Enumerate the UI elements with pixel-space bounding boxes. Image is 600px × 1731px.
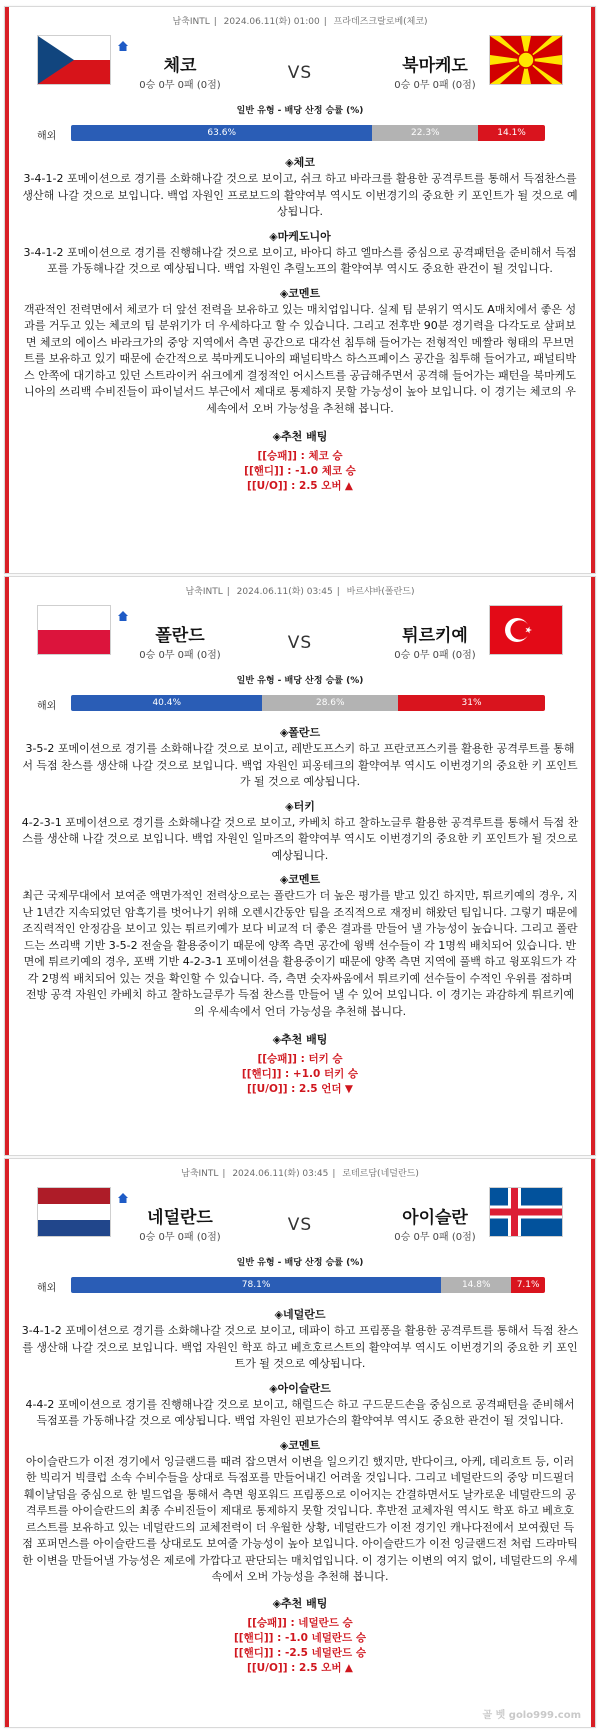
odds-bar: [71, 1277, 545, 1293]
pick-heading: ◈추천 배팅: [272, 1596, 328, 1610]
draw-segment: 14.8%: [441, 1277, 511, 1293]
league-label: 남축INTL: [172, 17, 210, 27]
home-team-record: 0승 0무 0패 (0점): [139, 80, 221, 91]
away-analysis-text: 4-4-2 포메이션으로 경기를 진행해나갈 것으로 보이고, 해럴드슨 하고 구드문드손을 중심으로 공격패턴을 준비해서 득점포를 가동해나갈 것으로 예상됩니다. 백업 자원인 핀보가슨의 활약여부 역시도 중요한 관건이 될 것입니다.: [25, 1397, 575, 1427]
home-team-name: 네덜란드: [147, 1208, 213, 1228]
match-datetime: 2024.06.11(화) 01:00: [223, 17, 320, 27]
pick-item: [[핸디]] : +1.0 터키 승: [241, 1068, 359, 1080]
pick-item: [[승패]] : 네덜란드 승: [247, 1616, 353, 1629]
pick-item: [[핸디]] : -1.0 체코 승: [244, 465, 356, 477]
vs-label: VS: [287, 63, 313, 83]
odds-source-label: 해외: [37, 701, 57, 712]
home-team-record: 0승 0무 0패 (0점): [139, 1232, 221, 1243]
pick-list: [5, 1052, 595, 1097]
comment-text: 최근 국제무대에서 보여준 액면가적인 전력상으로는 폴란드가 더 높은 평가를 받고 있긴 하지만, 튀르키예의 경우, 지난 1년간 지속되었던 암흑기를 벗어나기 위해 오렌시간동안 팀을 조직적으로 재정비 해왔던 팀입니다. 그렇기 때문에 조직력적인 안정감을 보이고 있는 튀르키예가 보다 비교적 더 좋은 결과를 만들어 낼 가능성이 높습니다. 그리고 폴란드는 쓰리백 기반 3-5-2 전술을 활용중이기 때문에 양쪽 측면 공간에 윙백 선수들이 각 1명씩 배치되어 있습니다. 반면에 튀르키예의 경우, 포백 기반 4-2-3-1 포메이션을 활용중이기 때문에 양쪽 측면 지역에 풀백 하고 윙포워드가 각각 2명씩 배치되어 있는 것을 확인할 수 있습니다. 즉, 측면 숫자싸움에서 튀르키예 선수들이 수적인 우위를 점하며 전방 공격 자원인 카베치 하고 찰하노글루가 득점 찬스를 만들어 낼 수 있어 보입니다. 이 경기는 과감하게 튀르키예의 우세속에서 언더 가능성을 추천해 봅니다.: [22, 889, 578, 1018]
match-meta: 남축INTL | 2024.06.11(화) 01:00 | 프라데즈크랄로베(체코): [172, 17, 428, 27]
down-arrow-icon: ▼: [344, 1083, 353, 1095]
north-macedonia-flag: [489, 35, 563, 85]
odds-row: [5, 1271, 595, 1299]
away-analysis-heading: ◈아이슬란드: [269, 1381, 331, 1395]
home-win-segment: 78.1%: [71, 1277, 441, 1293]
pick-item: [[U/O]] : 2.5 언더 ▼: [247, 1083, 353, 1095]
comment-text: 아이슬란드가 이전 경기에서 잉글랜드를 때려 잡으면서 이변을 일으키긴 했지만, 반다이크, 아케, 데리흐트 등, 이러한 빅리거 빅클럽 소속 수비수들을 상대로 득점포를 만들어내긴 어려울 것입니다. 그리고 네덜란드의 중앙 미드필더 훼이날덤을 중심으로 한 빌드업을 통해서 측면 윙포워드 프림퐁으로 이어지는 간결하면서도 날카로운 네덜란드의 공격루트를 아이슬란드의 최종 수비진들이 제대로 통제하지 못할 것입니다. 후반전 교체자원 역시도 학포 하고 베흐호르스트를 보유하고 있는 네덜란드의 교체전력이 더 우월한 상황, 네덜란드가 이전 경기인 캐나다전에서 보여줬던 득점 포퍼먼스를 아이슬란드를 상대로도 보여줄 가능성이 높아 보입니다. 아이슬란드가 이전 잉글랜드전 처럼 드라마틱한 이변을 만들어낼 가능성은 제로에 가깝다고 판단되는 매치업입니다. 이 경기는 이변의 여지 없이, 네덜란드의 우세속에서 오버 가능성을 추천해 봅니다.: [22, 1454, 578, 1583]
up-arrow-icon: ▲: [344, 1661, 353, 1674]
home-icon: [118, 611, 128, 621]
home-analysis-heading: ◈체코: [285, 156, 315, 169]
home-analysis-heading: ◈폴란드: [279, 726, 321, 739]
home-analysis-heading: ◈네덜란드: [274, 1308, 326, 1321]
draw-segment: 28.6%: [262, 695, 398, 711]
pick-item: [[U/O]] : 2.5 오버 ▲: [247, 1661, 353, 1674]
pick-heading: ◈추천 배팅: [272, 430, 328, 443]
match-header: [5, 577, 595, 689]
pick-item: [[핸디]] : -2.5 네덜란드 승: [234, 1646, 366, 1659]
odds-title: 일반 유형 - 배당 산정 승률 (%): [236, 1258, 364, 1268]
away-team-name: 아이슬란: [402, 1208, 468, 1228]
home-analysis-text: 3-5-2 포메이션으로 경기를 소화해나갈 것으로 보이고, 레반도프스키 하고 프란코프스키를 활용한 공격루트를 통해서 득점 찬스를 생산해 나갈 것으로 보입니다. 백업 자원인 피옹테크의 활약여부 역시도 이번경기의 중요한 키 포인트가 될 것으로 예상됩니다.: [22, 742, 578, 788]
vs-label: VS: [287, 1215, 313, 1235]
away-win-segment: 14.1%: [478, 125, 545, 141]
match-card: [4, 576, 596, 1156]
odds-title: 일반 유형 - 배당 산정 승률 (%): [236, 106, 364, 116]
odds-source-label: 해외: [37, 131, 57, 142]
vs-label: VS: [287, 633, 313, 653]
pick-list: [5, 1616, 595, 1676]
away-team-name: 튀르키예: [402, 626, 468, 646]
league-label: 남축INTL: [181, 1169, 219, 1179]
pick-heading: ◈추천 배팅: [272, 1033, 328, 1046]
match-card: [4, 6, 596, 574]
match-header: [5, 1159, 595, 1271]
away-win-segment: 7.1%: [511, 1277, 545, 1293]
away-analysis-text: 4-2-3-1 포메이션으로 경기를 소화해나갈 것으로 보이고, 카베치 하고 찰하노글루 활용한 공격루트를 통해서 득점 찬스를 생산해 나갈 것으로 보입니다. 백업 자원인 일마즈의 활약여부 역시도 이번경기의 중요한 키 포인트가 될 것으로 예상됩니다.: [21, 815, 579, 862]
iceland-flag: [489, 1187, 563, 1237]
home-team-name: 체코: [163, 56, 197, 76]
odds-row: [5, 689, 595, 717]
match-venue: 로테르담(네덜란드): [342, 1169, 419, 1179]
comment-text: 객관적인 전력면에서 체코가 더 앞선 전력을 보유하고 있는 매치업입니다. 실제 팀 분위기 역시도 A매치에서 좋은 성과를 거두고 있는 체코의 팀 분위기가 더 우세하다고 할 수 있습니다. 그리고 전후반 90분 경기력을 다각도로 살펴보면 체코의 에이스 바라크가의 중앙 지역에서 측면 공간으로 대각선 침투해 들어가는 전형적인 메짤라 형태의 무브먼트를 보유하고 있기 때문에 순간적으로 북마케도니아의 패널티박스 하스프페이스 공간을 침투해 들어가고, 패널티박스 안쪽에 대기하고 있던 스트라이커 쉬크에게 결정적인 어시스트를 공급해주면서 공격해 들어가는 패턴을 북마케도니아의 쓰리백 수비진들이 파이널서드 부근에서 제대로 통제하지 못할 가능성이 높아 보입니다. 이 경기는 체코의 우세속에서 오버 가능성을 추천해 봅니다.: [23, 302, 577, 415]
comment-heading: ◈코멘트: [279, 1438, 321, 1452]
match-card: [4, 1158, 596, 1728]
match-datetime: 2024.06.11(화) 03:45: [236, 587, 333, 597]
pick-item: [[핸디]] : -1.0 네덜란드 승: [234, 1631, 366, 1644]
draw-segment: 22.3%: [372, 125, 478, 141]
pick-list: [5, 449, 595, 494]
odds-title: 일반 유형 - 배당 산정 승률 (%): [236, 676, 364, 686]
pick-item: [[승패]] : 터키 승: [257, 1053, 343, 1065]
away-team-record: 0승 0무 0패 (0점): [394, 650, 476, 661]
match-venue: 바르샤바(폴란드): [346, 587, 415, 597]
match-header: [5, 7, 595, 119]
away-team-record: 0승 0무 0패 (0점): [394, 80, 476, 91]
away-team-record: 0승 0무 0패 (0점): [394, 1232, 476, 1243]
home-analysis-text: 3-4-1-2 포메이션으로 경기를 소화해나갈 것으로 보이고, 데파이 하고 프림퐁을 활용한 공격루트를 통해서 득점 찬스를 생산해 나갈 것으로 보입니다. 백업 자원인 학포 하고 베흐호르스트의 활약여부 역시도 이번경기의 중요한 키 포인트가 될 것으로 예상됩니다.: [21, 1324, 579, 1370]
odds-bar: [71, 695, 545, 711]
home-team-name: 폴란드: [155, 626, 205, 646]
watermark: 골 벳 golo999.com: [482, 1710, 581, 1721]
odds-bar: [71, 125, 545, 141]
up-arrow-icon: ▲: [344, 480, 353, 492]
away-analysis-heading: ◈마케도니아: [269, 229, 331, 243]
home-icon: [118, 1193, 128, 1203]
comment-heading: ◈코멘트: [279, 873, 321, 886]
match-meta: 남축INTL | 2024.06.11(화) 03:45 | 바르샤바(폴란드): [185, 587, 415, 597]
pick-item: [[U/O]] : 2.5 오버 ▲: [247, 480, 353, 492]
pick-item: [[승패]] : 체코 승: [257, 450, 343, 462]
home-analysis-text: 3-4-1-2 포메이션으로 경기를 소화해나갈 것으로 보이고, 쉬크 하고 바라크를 활용한 공격루트를 통해서 득점찬스를 생산해 나갈 것으로 보입니다. 백업 자원인 프로보드의 활약여부 역시도 이번경기의 중요한 키 포인트가 될 것으로 예상됩니다.: [22, 172, 578, 218]
odds-row: [5, 119, 595, 147]
match-datetime: 2024.06.11(화) 03:45: [232, 1169, 329, 1179]
turkey-flag: [489, 605, 563, 655]
away-analysis-text: 3-4-1-2 포메이션으로 경기를 진행해나갈 것으로 보이고, 바아디 하고 엘마스를 중심으로 공격패턴을 준비해서 득점포를 가동해나갈 것으로 예상됩니다. 백업 자원인 추릴노프의 활약여부 역시도 중요한 관건이 될 것입니다.: [23, 245, 577, 275]
away-team-name: 북마케도: [402, 56, 468, 76]
odds-source-label: 해외: [37, 1283, 57, 1294]
away-analysis-heading: ◈터키: [285, 799, 315, 813]
match-meta: 남축INTL | 2024.06.11(화) 03:45 | 로테르담(네덜란드): [181, 1169, 419, 1179]
home-icon: [118, 41, 128, 51]
home-win-segment: 40.4%: [71, 695, 262, 711]
comment-heading: ◈코멘트: [279, 286, 321, 300]
league-label: 남축INTL: [185, 587, 223, 597]
match-venue: 프라데즈크랄로베(체코): [333, 17, 428, 27]
home-win-segment: 63.6%: [71, 125, 372, 141]
home-team-record: 0승 0무 0패 (0점): [139, 650, 221, 661]
away-win-segment: 31%: [398, 695, 545, 711]
